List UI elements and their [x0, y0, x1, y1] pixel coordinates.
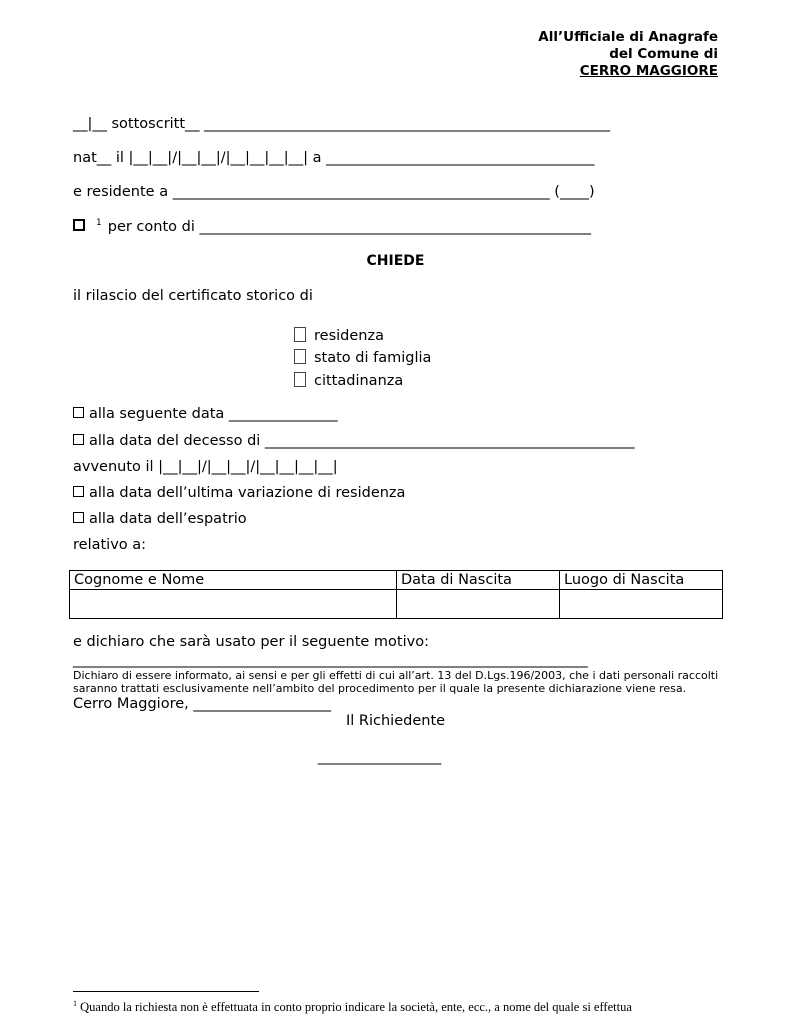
avvenuto-line[interactable]: avvenuto il |__|__|/|__|__|/|__|__|__|__| — [73, 459, 338, 475]
per-conto-row — [73, 218, 591, 235]
persona-table — [69, 570, 723, 619]
richiedente-label: Il Richiedente — [346, 713, 446, 729]
footnote-number: 1 — [73, 999, 77, 1008]
nato-line[interactable]: nat__ il |__|__|/|__|__|/|__|__|__|__| a _____________________________________ — [73, 150, 595, 166]
col-cognome-nome: Cognome e Nome — [70, 571, 397, 590]
option-cittadinanza[interactable] — [294, 372, 403, 389]
table-header-row — [70, 571, 723, 590]
per-conto-checkbox[interactable] — [73, 219, 85, 231]
footnote-separator — [73, 991, 259, 992]
privacy-line-2: saranno trattati esclusivamente nell’ambito del procedimento per il quale la presente dichiarazione viene resa. — [73, 682, 687, 695]
cell-data-nascita[interactable] — [397, 590, 560, 619]
chiede-heading: CHIEDE — [366, 253, 425, 269]
cell-luogo-nascita[interactable] — [560, 590, 723, 619]
table-row — [70, 590, 723, 619]
option-residenza[interactable] — [294, 327, 384, 344]
seguente-data-row[interactable] — [73, 406, 338, 422]
data-decesso-label: alla data del decesso di ___________________________________________________ — [89, 433, 635, 449]
espatrio-label: alla data dell’espatrio — [89, 511, 247, 527]
option-cittadinanza-label: cittadinanza — [314, 373, 404, 389]
privacy-line-1: Dichiaro di essere informato, ai sensi e per gli effetti di cui all’art. 13 del D.Lgs.196/2003, che i dati personali raccolti — [73, 669, 719, 682]
footnote — [73, 999, 632, 1015]
per-conto-label[interactable]: per conto di ______________________________________________________ — [107, 219, 591, 235]
data-decesso-row[interactable] — [73, 433, 635, 449]
signature-line[interactable]: _________________ — [318, 749, 442, 765]
recipient-title: All’Ufficiale di Anagrafe — [538, 29, 718, 45]
motivo-label: e dichiaro che sarà usato per il seguente motivo: — [73, 634, 429, 650]
option-stato-famiglia-label: stato di famiglia — [314, 350, 432, 366]
place-date-line[interactable]: Cerro Maggiore, ___________________ — [73, 696, 332, 712]
col-luogo-nascita: Luogo di Nascita — [560, 571, 723, 590]
col-data-nascita: Data di Nascita — [397, 571, 560, 590]
ultima-variazione-row[interactable] — [73, 485, 405, 501]
espatrio-row[interactable] — [73, 511, 247, 527]
espatrio-checkbox[interactable] — [73, 512, 84, 523]
option-residenza-checkbox[interactable] — [294, 327, 306, 342]
recipient-comune: del Comune di — [609, 46, 718, 62]
option-residenza-label: residenza — [314, 328, 384, 344]
footnote-marker: 1 — [96, 218, 102, 228]
data-decesso-checkbox[interactable] — [73, 434, 84, 445]
option-cittadinanza-checkbox[interactable] — [294, 372, 306, 387]
footnote-text: Quando la richiesta non è effettuata in conto proprio indicare la società, ente, ecc., a nome del quale si effettua — [80, 1000, 632, 1015]
residente-line[interactable]: e residente a ____________________________________________________ (____) — [73, 184, 595, 200]
seguente-data-label: alla seguente data _______________ — [89, 406, 338, 422]
option-stato-famiglia-checkbox[interactable] — [294, 349, 306, 364]
ultima-variazione-checkbox[interactable] — [73, 486, 84, 497]
rilascio-text: il rilascio del certificato storico di — [73, 288, 313, 304]
cell-cognome-nome[interactable] — [70, 590, 397, 619]
seguente-data-checkbox[interactable] — [73, 407, 84, 418]
motivo-line[interactable]: _______________________________________________________________________ — [73, 652, 588, 668]
recipient-city: CERRO MAGGIORE — [579, 63, 718, 79]
relativo-label: relativo a: — [73, 537, 147, 553]
ultima-variazione-label: alla data dell’ultima variazione di residenza — [89, 485, 406, 501]
option-stato-famiglia[interactable] — [294, 349, 431, 366]
sottoscritto-line[interactable]: __|__ sottoscritt__ ________________________________________________________ — [73, 116, 611, 132]
